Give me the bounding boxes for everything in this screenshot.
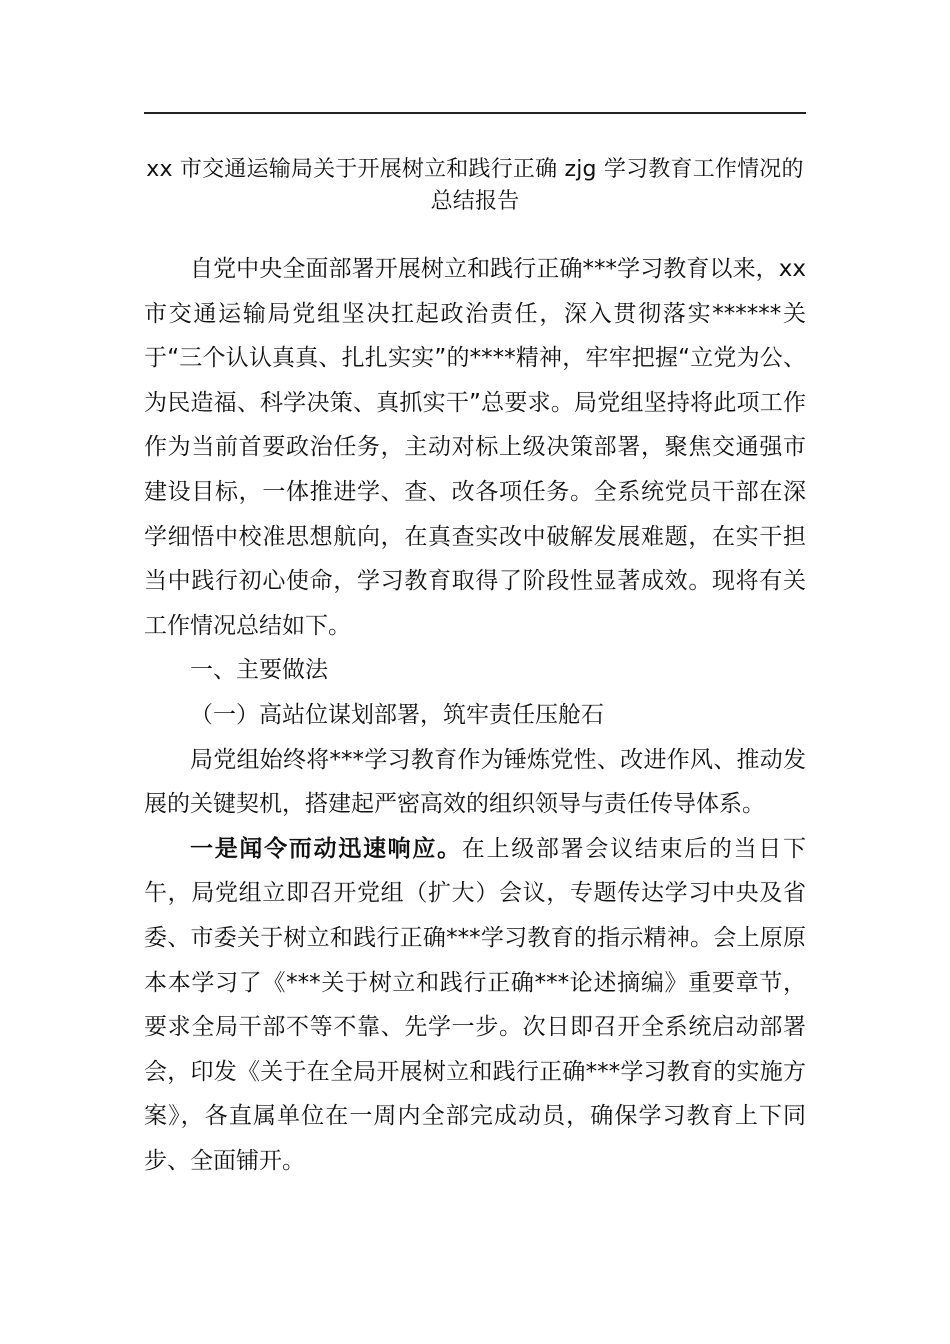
document-body	[144, 247, 806, 1183]
document-page	[144, 112, 806, 1183]
point-one-text: 在上级部署会议结束后的当日下午，局党组立即召开党组（扩大）会议，专题传达学习中央及省委、市委关于树立和践行正确***学习教育的指示精神。会上原原本本学习了《***关于树立和践行正确***论述摘编》重要章节，要求全局干部不等不靠、先学一步。次日即召开全系统启动部署会，印发《关于在全局开展树立和践行正确***学习教育的实施方案》，各直属单位在一周内全部完成动员，确保学习教育上下同步、全面铺开。	[144, 835, 807, 1174]
section-heading-main-practices: 一、主要做法	[190, 657, 328, 684]
point-one-lead: 一是闻令而动迅速响应。	[190, 835, 462, 862]
document-title: xx 市交通运输局关于开展树立和践行正确 zjg 学习教育工作情况的总结报告	[146, 157, 804, 214]
subsection-paragraph: 局党组始终将***学习教育作为锤炼党性、改进作风、推动发展的关键契机，搭建起严密高效的组织领导与责任传导体系。	[144, 746, 806, 818]
header-rule	[144, 112, 806, 114]
subsection-heading-planning: （一）高站位谋划部署，筑牢责任压舱石	[190, 701, 604, 728]
intro-paragraph: 自党中央全面部署开展树立和践行正确***学习教育以来，xx 市交通运输局党组坚决扛起政治责任，深入贯彻落实******关于“三个认认真真、扎扎实实”的****精神，牢牢把握“立党为公、为民造福、科学决策、真抓实干”总要求。局党组坚持将此项工作作为当前首要政治任务，主动对标上级决策部署，聚焦交通强市建设目标，一体推进学、查、改各项任务。全系统党员干部在深学细悟中校准思想航向，在真查实改中破解发展难题，在实干担当中践行初心使命，学习教育取得了阶段性显著成效。现将有关工作情况总结如下。	[144, 256, 806, 639]
point-one-paragraph	[144, 827, 806, 1184]
